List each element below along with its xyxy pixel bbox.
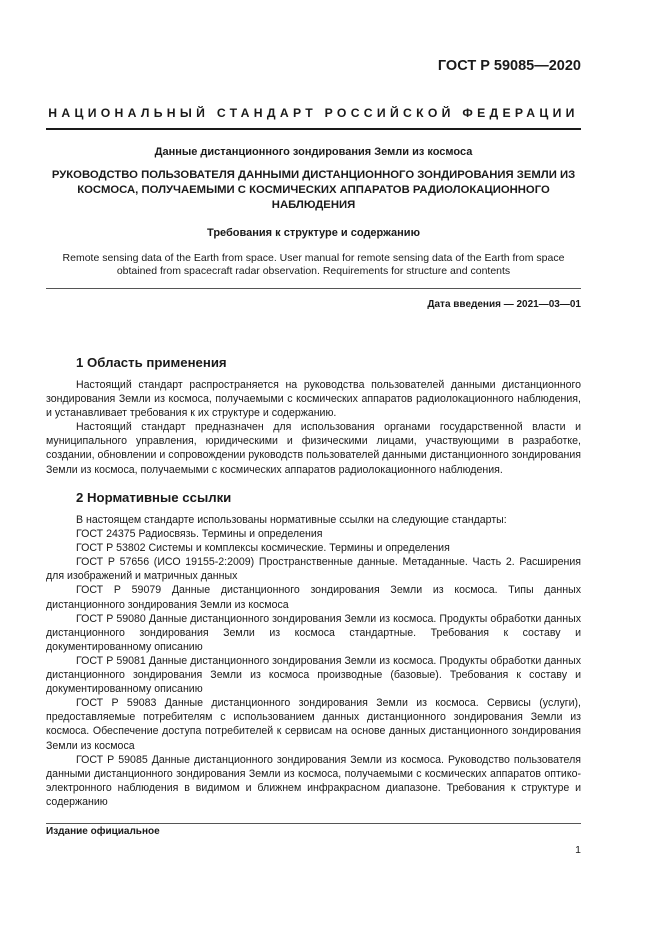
national-standard-heading: НАЦИОНАЛЬНЫЙ СТАНДАРТ РОССИЙСКОЙ ФЕДЕРАЦИИ — [48, 106, 579, 120]
requirements-subtitle: Требования к структуре и содержанию — [207, 227, 420, 239]
document-subtitle: Данные дистанционного зондирования Земли из космоса — [154, 146, 473, 158]
english-title: Remote sensing data of the Earth from space. User manual for remote sensing data of the Earth from space obtained from spacecraft radar observation. Requirements for structure and contents — [62, 252, 565, 277]
reference-item: ГОСТ Р 59083 Данные дистанционного зондирования Земли из космоса. Сервисы (услуги), предоставляемые потребителям с использованием данных дистанционного зондирования Земли из космоса. Обеспечение доступа потребителей к сервисам на основе данных дистанционного зондирования Земли из космоса — [46, 697, 581, 752]
standard-code: ГОСТ Р 59085—2020 — [437, 58, 581, 74]
section-2-body — [46, 513, 581, 809]
reference-item: ГОСТ Р 59080 Данные дистанционного зондирования Земли из космоса. Продукты обработки данных дистанционного зондирования Земли из космоса стандартные. Требования к составу и документированному описанию — [46, 612, 581, 653]
official-edition-label: Издание официальное — [46, 826, 160, 837]
introduction-date: Дата введения — 2021—03—01 — [427, 299, 581, 310]
section-1-body — [46, 378, 581, 477]
reference-item: ГОСТ 24375 Радиосвязь. Термины и определения — [76, 528, 323, 541]
document-title: РУКОВОДСТВО ПОЛЬЗОВАТЕЛЯ ДАННЫМИ ДИСТАНЦИОННОГО ЗОНДИРОВАНИЯ ЗЕМЛИ ИЗ КОСМОСА, ПОЛУЧАЕМЫМИ С КОСМИЧЕСКИХ АППАРАТОВ РАДИОЛОКАЦИОННОГО НАБЛЮДЕНИЯ — [51, 169, 576, 211]
reference-item: ГОСТ Р 53802 Системы и комплексы космические. Термины и определения — [76, 542, 450, 555]
section-1-heading: 1 Область применения — [76, 355, 227, 370]
section-2-heading: 2 Нормативные ссылки — [76, 490, 232, 505]
footer-divider — [46, 823, 581, 824]
reference-item: ГОСТ Р 59079 Данные дистанционного зондирования Земли из космоса. Типы данных дистанционного зондирования Земли из космоса — [46, 584, 581, 611]
reference-item: ГОСТ Р 57656 (ИСО 19155-2:2009) Пространственные данные. Метаданные. Часть 2. Расширения для изображений и матричных данных — [46, 556, 581, 583]
paragraph: Настоящий стандарт предназначен для использования органами государственной власти и муниципального управления, юридическими и физическими лицами, участвующими в разработке, создании, обновлении и сопровождении руководств пользователей данными дистанционного зондирования Земли из космоса, получаемыми с космических аппаратов радиолокационного наблюдения. — [46, 421, 581, 476]
reference-item: ГОСТ Р 59085 Данные дистанционного зондирования Земли из космоса. Руководство пользователя данными дистанционного зондирования Земли из космоса, получаемыми с космических аппаратов оптико-электронного наблюдения в видимом и ближнем инфракрасном диапазоне. Требования к структуре и содержанию — [46, 753, 581, 808]
paragraph: Настоящий стандарт распространяется на руководства пользователей данными дистанционного зондирования Земли из космоса, получаемыми с космических аппаратов радиолокационного наблюдения, и устанавливает требования к их структуре и содержанию. — [46, 379, 581, 420]
page-number: 1 — [575, 844, 581, 856]
title-divider — [46, 288, 581, 289]
reference-item: ГОСТ Р 59081 Данные дистанционного зондирования Земли из космоса. Продукты обработки данных дистанционного зондирования Земли из космоса производные (базовые). Требования к составу и документированному описанию — [46, 654, 581, 696]
header-divider — [46, 128, 581, 130]
paragraph: В настоящем стандарте использованы нормативные ссылки на следующие стандарты: — [76, 514, 507, 526]
